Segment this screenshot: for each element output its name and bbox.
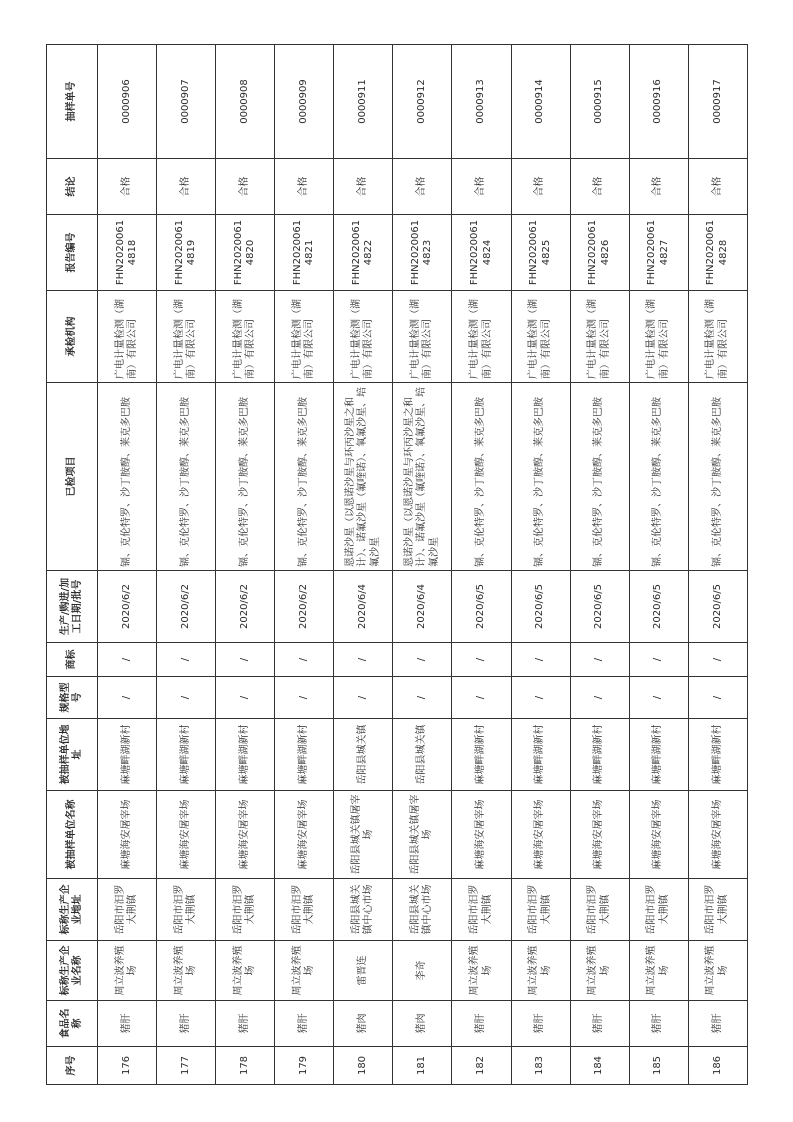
cell-col-report-no: FHN20200614823 bbox=[393, 215, 452, 291]
cell-col-date: 2020/6/4 bbox=[334, 571, 393, 643]
cell-col-food-name: 猪肝 bbox=[157, 1001, 216, 1047]
cell-col-report-no: FHN20200614818 bbox=[98, 215, 157, 291]
cell-col-date: 2020/6/2 bbox=[157, 571, 216, 643]
cell-col-conclusion: 合格 bbox=[275, 159, 334, 215]
cell-col-brand: / bbox=[511, 643, 570, 677]
cell-col-conclusion: 合格 bbox=[98, 159, 157, 215]
cell-col-tested-items: 恩诺沙星（以恩诺沙星与环丙沙星之和计）、诺氟沙星（氟喹诺）、氧氟沙星、培氟沙星 bbox=[334, 383, 393, 571]
header-col-index: 序号 bbox=[47, 1047, 98, 1085]
cell-col-conclusion: 合格 bbox=[393, 159, 452, 215]
cell-col-lab: 广电计量检测（湖南）有限公司 bbox=[393, 291, 452, 383]
cell-col-tested-items: 镉、克伦特罗、沙丁胺醇、莱克多巴胺 bbox=[570, 383, 629, 571]
cell-col-sampled-unit-address: 麻塘畔湖新村 bbox=[629, 719, 688, 791]
cell-col-sample-no: 0000916 bbox=[629, 45, 688, 159]
cell-col-producer-address: 岳阳市汨罗大荆镇 bbox=[570, 879, 629, 941]
header-col-sampled-unit-address: 被抽样单位地址 bbox=[47, 719, 98, 791]
header-col-lab: 承检机构 bbox=[47, 291, 98, 383]
cell-col-producer-name: 李奇 bbox=[393, 941, 452, 1001]
cell-col-sampled-unit-address: 麻塘畔湖新村 bbox=[216, 719, 275, 791]
cell-col-sampled-unit-address: 麻塘畔湖新村 bbox=[570, 719, 629, 791]
cell-col-brand: / bbox=[393, 643, 452, 677]
cell-col-date: 2020/6/5 bbox=[629, 571, 688, 643]
cell-col-spec: / bbox=[334, 677, 393, 719]
cell-col-index: 186 bbox=[688, 1047, 747, 1085]
document-page bbox=[46, 45, 748, 1085]
cell-col-index: 184 bbox=[570, 1047, 629, 1085]
cell-col-brand: / bbox=[452, 643, 511, 677]
cell-col-sampled-unit-name: 麻塘海安屠宰场 bbox=[275, 791, 334, 879]
cell-col-sampled-unit-name: 麻塘海安屠宰场 bbox=[216, 791, 275, 879]
cell-col-producer-address: 岳阳县城关镇中心市场 bbox=[393, 879, 452, 941]
cell-col-tested-items: 镉、克伦特罗、沙丁胺醇、莱克多巴胺 bbox=[98, 383, 157, 571]
cell-col-food-name: 猪肝 bbox=[275, 1001, 334, 1047]
cell-col-index: 178 bbox=[216, 1047, 275, 1085]
header-col-date: 生产/购进/加工日期/批号 bbox=[47, 571, 98, 643]
cell-col-food-name: 猪肝 bbox=[688, 1001, 747, 1047]
cell-col-date: 2020/6/5 bbox=[570, 571, 629, 643]
cell-col-conclusion: 合格 bbox=[688, 159, 747, 215]
header-col-sample-no: 抽样单号 bbox=[47, 45, 98, 159]
cell-col-date: 2020/6/5 bbox=[452, 571, 511, 643]
cell-col-brand: / bbox=[688, 643, 747, 677]
cell-col-sample-no: 0000912 bbox=[393, 45, 452, 159]
cell-col-index: 176 bbox=[98, 1047, 157, 1085]
cell-col-sampled-unit-address: 麻塘畔湖新村 bbox=[275, 719, 334, 791]
cell-col-index: 180 bbox=[334, 1047, 393, 1085]
cell-col-producer-address: 岳阳市汨罗大荆镇 bbox=[216, 879, 275, 941]
cell-col-tested-items: 镉、克伦特罗、沙丁胺醇、莱克多巴胺 bbox=[629, 383, 688, 571]
cell-col-food-name: 猪肉 bbox=[334, 1001, 393, 1047]
cell-col-lab: 广电计量检测（湖南）有限公司 bbox=[334, 291, 393, 383]
cell-col-spec: / bbox=[98, 677, 157, 719]
header-col-conclusion: 结论 bbox=[47, 159, 98, 215]
table-header-row bbox=[47, 45, 98, 1085]
cell-col-report-no: FHN20200614822 bbox=[334, 215, 393, 291]
cell-col-conclusion: 合格 bbox=[511, 159, 570, 215]
cell-col-date: 2020/6/5 bbox=[688, 571, 747, 643]
cell-col-index: 181 bbox=[393, 1047, 452, 1085]
cell-col-spec: / bbox=[216, 677, 275, 719]
cell-col-food-name: 猪肉 bbox=[393, 1001, 452, 1047]
cell-col-sampled-unit-address: 麻塘畔湖新村 bbox=[452, 719, 511, 791]
cell-col-tested-items: 镉、克伦特罗、沙丁胺醇、莱克多巴胺 bbox=[452, 383, 511, 571]
header-col-report-no: 报告编号 bbox=[47, 215, 98, 291]
cell-col-producer-address: 岳阳市汨罗大荆镇 bbox=[511, 879, 570, 941]
cell-col-producer-name: 周立波养殖场 bbox=[98, 941, 157, 1001]
rotated-table-wrapper bbox=[46, 45, 748, 1085]
cell-col-sampled-unit-name: 岳阳县城关镇屠宰场 bbox=[393, 791, 452, 879]
cell-col-producer-address: 岳阳市汨罗大荆镇 bbox=[275, 879, 334, 941]
cell-col-spec: / bbox=[511, 677, 570, 719]
cell-col-spec: / bbox=[157, 677, 216, 719]
cell-col-food-name: 猪肝 bbox=[98, 1001, 157, 1047]
cell-col-sample-no: 0000907 bbox=[157, 45, 216, 159]
cell-col-sample-no: 0000909 bbox=[275, 45, 334, 159]
cell-col-brand: / bbox=[216, 643, 275, 677]
cell-col-tested-items: 镉、克伦特罗、沙丁胺醇、莱克多巴胺 bbox=[275, 383, 334, 571]
cell-col-sample-no: 0000914 bbox=[511, 45, 570, 159]
table-row bbox=[570, 45, 629, 1085]
cell-col-producer-address: 岳阳县城关镇中心市场 bbox=[334, 879, 393, 941]
cell-col-date: 2020/6/2 bbox=[98, 571, 157, 643]
cell-col-food-name: 猪肝 bbox=[570, 1001, 629, 1047]
cell-col-sample-no: 0000906 bbox=[98, 45, 157, 159]
cell-col-producer-address: 岳阳市汨罗大荆镇 bbox=[452, 879, 511, 941]
cell-col-spec: / bbox=[393, 677, 452, 719]
cell-col-sample-no: 0000913 bbox=[452, 45, 511, 159]
cell-col-sample-no: 0000908 bbox=[216, 45, 275, 159]
cell-col-spec: / bbox=[688, 677, 747, 719]
header-col-brand: 商标 bbox=[47, 643, 98, 677]
table-row bbox=[157, 45, 216, 1085]
cell-col-index: 182 bbox=[452, 1047, 511, 1085]
cell-col-lab: 广电计量检测（湖南）有限公司 bbox=[275, 291, 334, 383]
cell-col-sampled-unit-name: 麻塘海安屠宰场 bbox=[629, 791, 688, 879]
cell-col-sampled-unit-name: 麻塘海安屠宰场 bbox=[570, 791, 629, 879]
cell-col-tested-items: 镉、克伦特罗、沙丁胺醇、莱克多巴胺 bbox=[216, 383, 275, 571]
cell-col-sample-no: 0000917 bbox=[688, 45, 747, 159]
cell-col-producer-address: 岳阳市汨罗大荆镇 bbox=[98, 879, 157, 941]
cell-col-date: 2020/6/4 bbox=[393, 571, 452, 643]
cell-col-producer-name: 周立波养殖场 bbox=[275, 941, 334, 1001]
cell-col-conclusion: 合格 bbox=[629, 159, 688, 215]
header-col-spec: 规格型号 bbox=[47, 677, 98, 719]
cell-col-date: 2020/6/2 bbox=[275, 571, 334, 643]
cell-col-conclusion: 合格 bbox=[157, 159, 216, 215]
cell-col-report-no: FHN20200614828 bbox=[688, 215, 747, 291]
cell-col-brand: / bbox=[570, 643, 629, 677]
table-row bbox=[452, 45, 511, 1085]
cell-col-brand: / bbox=[334, 643, 393, 677]
cell-col-report-no: FHN20200614824 bbox=[452, 215, 511, 291]
cell-col-sampled-unit-name: 麻塘海安屠宰场 bbox=[157, 791, 216, 879]
cell-col-sampled-unit-name: 麻塘海安屠宰场 bbox=[98, 791, 157, 879]
cell-col-index: 179 bbox=[275, 1047, 334, 1085]
table-row bbox=[688, 45, 747, 1085]
cell-col-index: 183 bbox=[511, 1047, 570, 1085]
cell-col-conclusion: 合格 bbox=[334, 159, 393, 215]
cell-col-producer-address: 岳阳市汨罗大荆镇 bbox=[629, 879, 688, 941]
header-col-producer-name: 标称生产企业名称 bbox=[47, 941, 98, 1001]
table-row bbox=[334, 45, 393, 1085]
cell-col-producer-name: 周立波养殖场 bbox=[157, 941, 216, 1001]
cell-col-report-no: FHN20200614825 bbox=[511, 215, 570, 291]
cell-col-producer-name: 周立波养殖场 bbox=[629, 941, 688, 1001]
table-row bbox=[98, 45, 157, 1085]
cell-col-date: 2020/6/5 bbox=[511, 571, 570, 643]
cell-col-food-name: 猪肝 bbox=[216, 1001, 275, 1047]
header-col-producer-address: 标称生产企业地址 bbox=[47, 879, 98, 941]
cell-col-index: 177 bbox=[157, 1047, 216, 1085]
cell-col-sampled-unit-name: 麻塘海安屠宰场 bbox=[452, 791, 511, 879]
cell-col-tested-items: 恩诺沙星（以恩诺沙星与环丙沙星之和计）、诺氟沙星（氟喹诺）、氧氟沙星、培氟沙星 bbox=[393, 383, 452, 571]
cell-col-spec: / bbox=[275, 677, 334, 719]
cell-col-producer-name: 周立波养殖场 bbox=[511, 941, 570, 1001]
table-row bbox=[275, 45, 334, 1085]
cell-col-producer-address: 岳阳市汨罗大荆镇 bbox=[157, 879, 216, 941]
cell-col-producer-name: 周立波养殖场 bbox=[570, 941, 629, 1001]
cell-col-food-name: 猪肝 bbox=[511, 1001, 570, 1047]
cell-col-lab: 广电计量检测（湖南）有限公司 bbox=[216, 291, 275, 383]
table-row bbox=[393, 45, 452, 1085]
cell-col-sampled-unit-address: 麻塘畔湖新村 bbox=[157, 719, 216, 791]
cell-col-producer-name: 周立波养殖场 bbox=[688, 941, 747, 1001]
cell-col-producer-name: 周立波养殖场 bbox=[452, 941, 511, 1001]
cell-col-lab: 广电计量检测（湖南）有限公司 bbox=[570, 291, 629, 383]
table-row bbox=[629, 45, 688, 1085]
cell-col-producer-address: 岳阳市汨罗大荆镇 bbox=[688, 879, 747, 941]
cell-col-brand: / bbox=[275, 643, 334, 677]
cell-col-sampled-unit-name: 岳阳县城关镇屠宰场 bbox=[334, 791, 393, 879]
cell-col-report-no: FHN20200614820 bbox=[216, 215, 275, 291]
cell-col-tested-items: 镉、克伦特罗、沙丁胺醇、莱克多巴胺 bbox=[688, 383, 747, 571]
cell-col-sample-no: 0000911 bbox=[334, 45, 393, 159]
cell-col-tested-items: 镉、克伦特罗、沙丁胺醇、莱克多巴胺 bbox=[157, 383, 216, 571]
cell-col-lab: 广电计量检测（湖南）有限公司 bbox=[511, 291, 570, 383]
cell-col-date: 2020/6/2 bbox=[216, 571, 275, 643]
cell-col-report-no: FHN20200614819 bbox=[157, 215, 216, 291]
cell-col-conclusion: 合格 bbox=[452, 159, 511, 215]
cell-col-brand: / bbox=[629, 643, 688, 677]
cell-col-sampled-unit-address: 麻塘畔湖新村 bbox=[688, 719, 747, 791]
table-row bbox=[511, 45, 570, 1085]
cell-col-sample-no: 0000915 bbox=[570, 45, 629, 159]
cell-col-producer-name: 雷晋连 bbox=[334, 941, 393, 1001]
cell-col-spec: / bbox=[629, 677, 688, 719]
header-col-tested-items: 已检项目 bbox=[47, 383, 98, 571]
table-row bbox=[216, 45, 275, 1085]
cell-col-report-no: FHN20200614826 bbox=[570, 215, 629, 291]
cell-col-spec: / bbox=[452, 677, 511, 719]
cell-col-index: 185 bbox=[629, 1047, 688, 1085]
cell-col-food-name: 猪肝 bbox=[452, 1001, 511, 1047]
cell-col-report-no: FHN20200614821 bbox=[275, 215, 334, 291]
cell-col-sampled-unit-address: 麻塘畔湖新村 bbox=[511, 719, 570, 791]
cell-col-spec: / bbox=[570, 677, 629, 719]
cell-col-sampled-unit-name: 麻塘海安屠宰场 bbox=[688, 791, 747, 879]
cell-col-food-name: 猪肝 bbox=[629, 1001, 688, 1047]
cell-col-sampled-unit-address: 岳阳县城关镇 bbox=[334, 719, 393, 791]
header-col-food-name: 食品名称 bbox=[47, 1001, 98, 1047]
cell-col-lab: 广电计量检测（湖南）有限公司 bbox=[98, 291, 157, 383]
cell-col-producer-name: 周立波养殖场 bbox=[216, 941, 275, 1001]
cell-col-brand: / bbox=[157, 643, 216, 677]
cell-col-tested-items: 镉、克伦特罗、沙丁胺醇、莱克多巴胺 bbox=[511, 383, 570, 571]
table-body bbox=[98, 45, 748, 1085]
cell-col-lab: 广电计量检测（湖南）有限公司 bbox=[688, 291, 747, 383]
cell-col-lab: 广电计量检测（湖南）有限公司 bbox=[452, 291, 511, 383]
cell-col-sampled-unit-address: 麻塘畔湖新村 bbox=[98, 719, 157, 791]
cell-col-brand: / bbox=[98, 643, 157, 677]
cell-col-report-no: FHN20200614827 bbox=[629, 215, 688, 291]
cell-col-conclusion: 合格 bbox=[216, 159, 275, 215]
cell-col-sampled-unit-name: 麻塘海安屠宰场 bbox=[511, 791, 570, 879]
cell-col-sampled-unit-address: 岳阳县城关镇 bbox=[393, 719, 452, 791]
cell-col-lab: 广电计量检测（湖南）有限公司 bbox=[157, 291, 216, 383]
cell-col-lab: 广电计量检测（湖南）有限公司 bbox=[629, 291, 688, 383]
cell-col-conclusion: 合格 bbox=[570, 159, 629, 215]
header-col-sampled-unit-name: 被抽样单位名称 bbox=[47, 791, 98, 879]
inspection-results-table bbox=[46, 44, 748, 1085]
